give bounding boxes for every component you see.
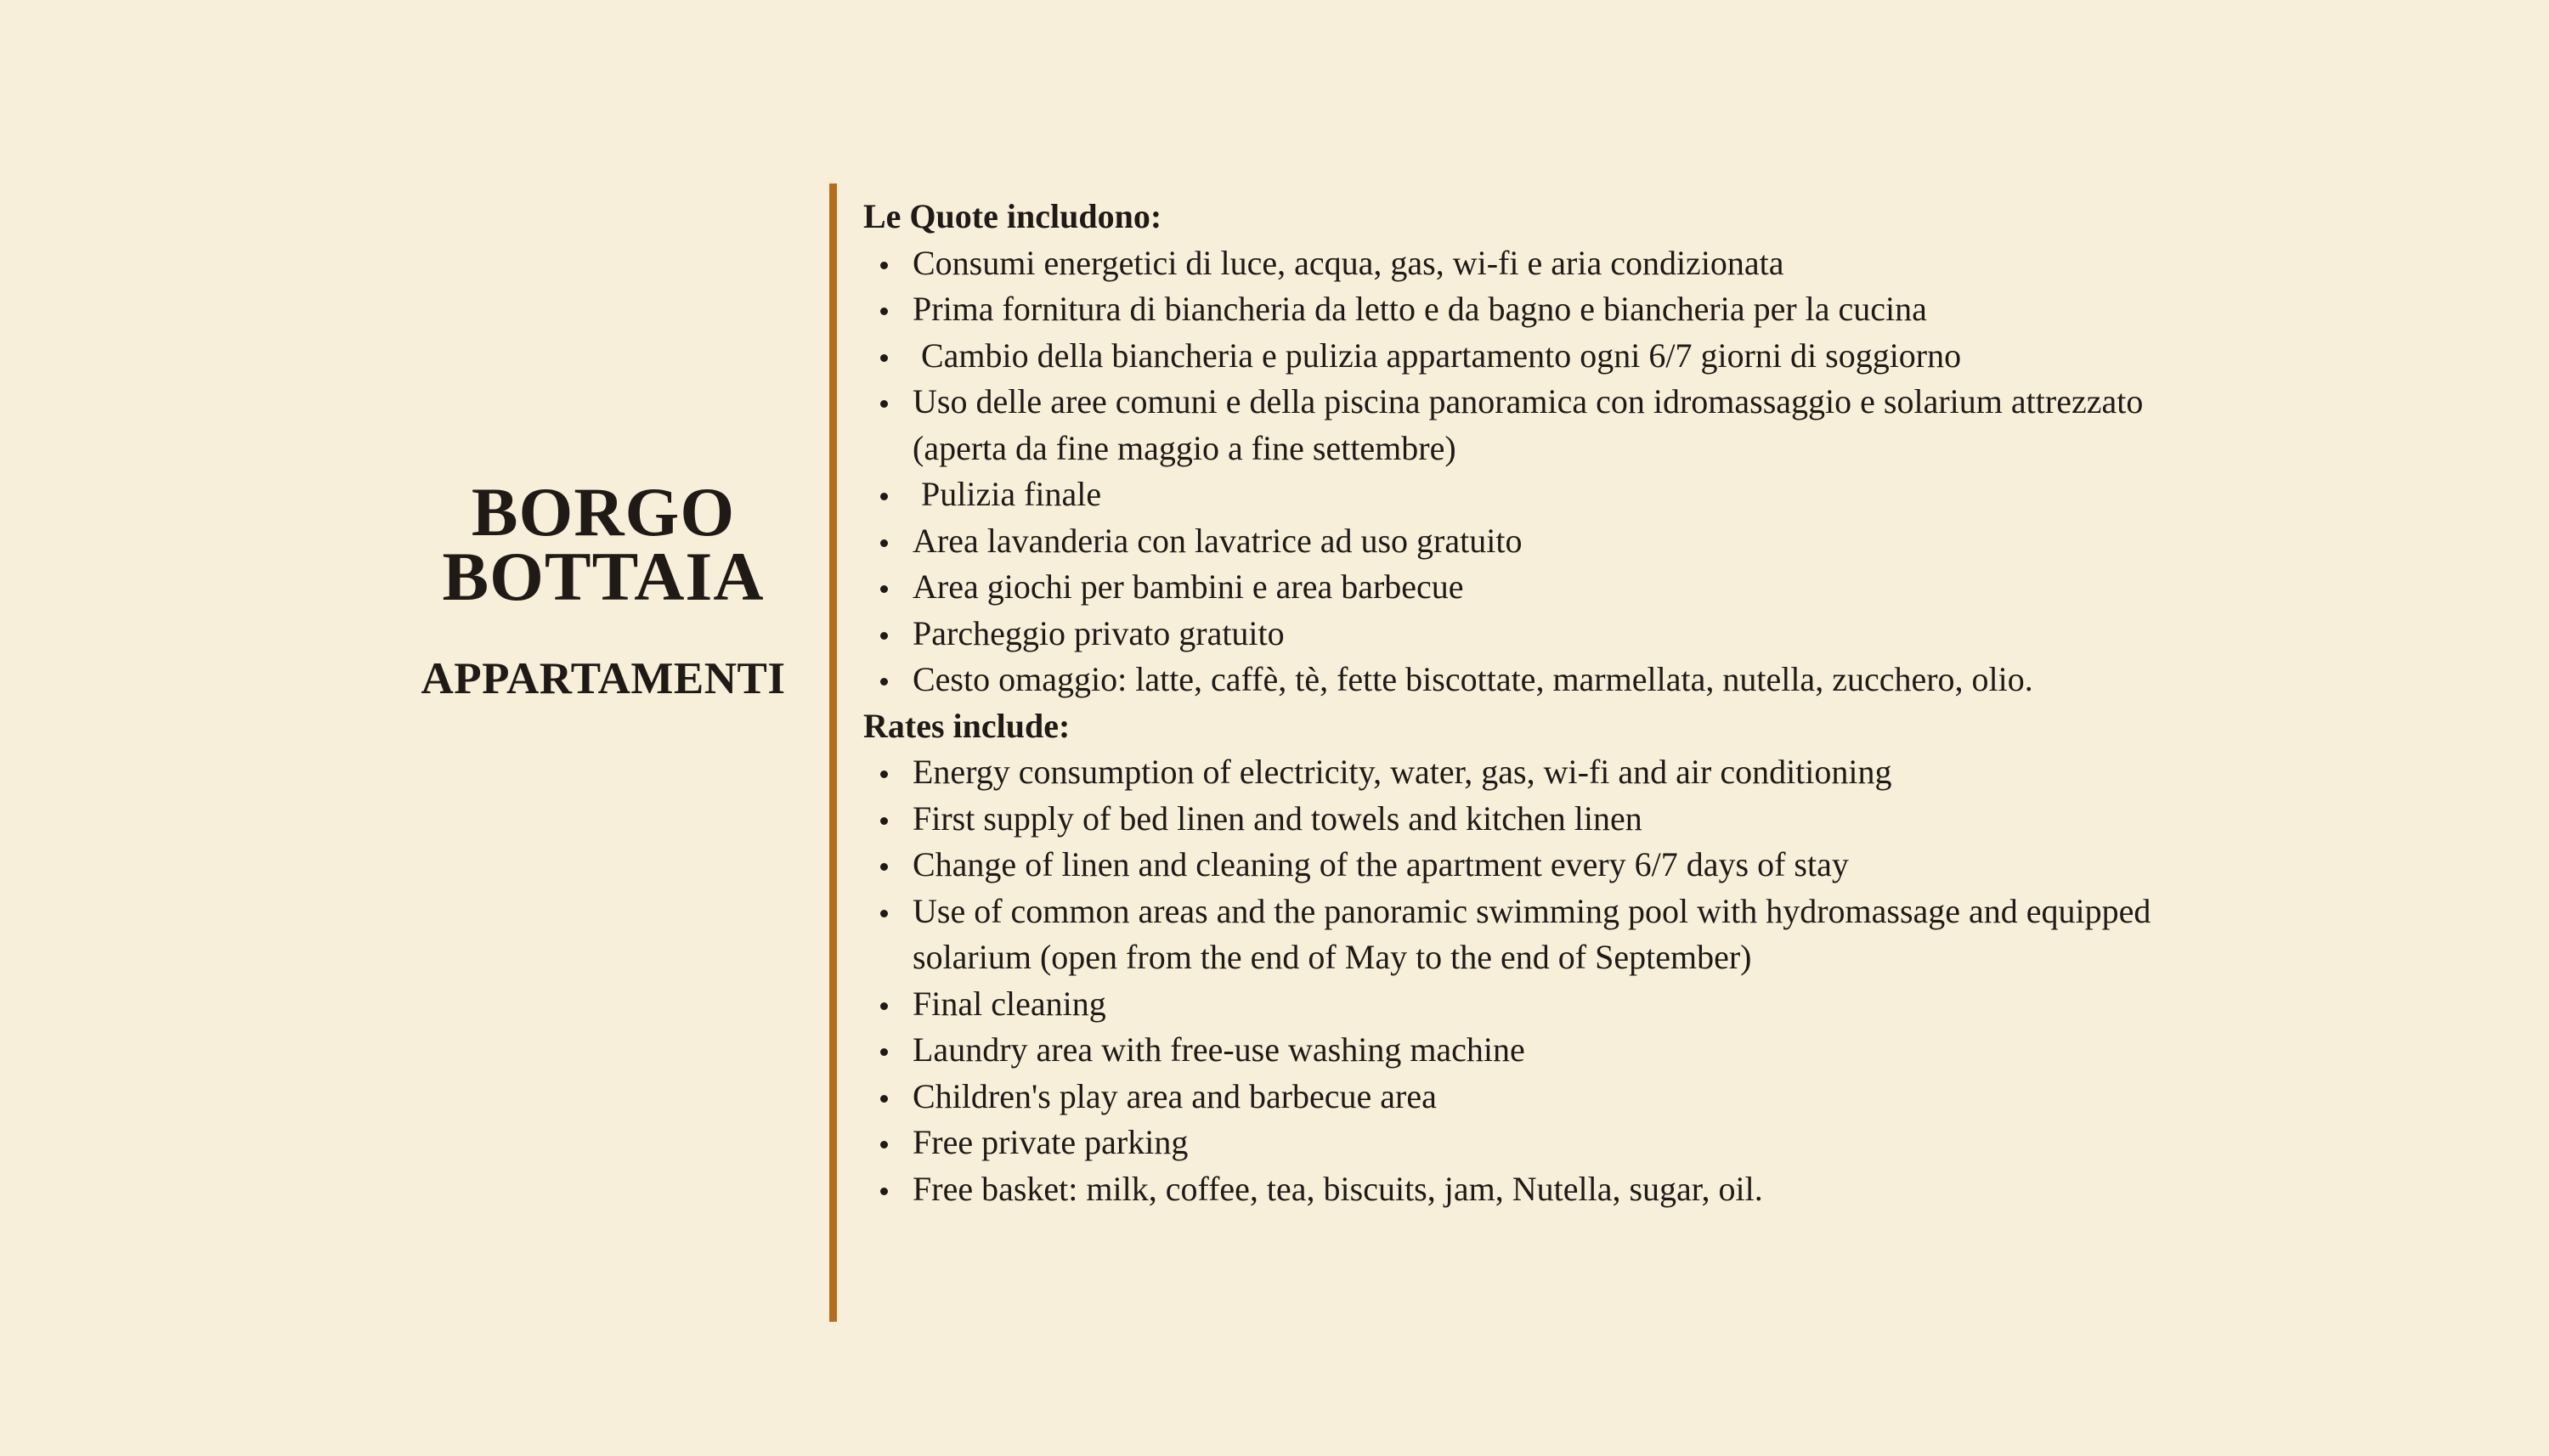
list-item: Area giochi per bambini e area barbecue — [863, 564, 2223, 611]
list-item: Prima fornitura di biancheria da letto e da bagno e biancheria per la cucina — [863, 286, 2223, 333]
list-item: Pulizia finale — [863, 471, 2223, 518]
list-item: Children's play area and barbecue area — [863, 1074, 2223, 1120]
list-item: Cesto omaggio: latte, caffè, tè, fette biscottate, marmellata, nutella, zucchero, olio. — [863, 657, 2223, 703]
list-item: Final cleaning — [863, 981, 2223, 1028]
list-item: Laundry area with free-use washing machine — [863, 1027, 2223, 1074]
list-item: Energy consumption of electricity, water, gas, wi-fi and air conditioning — [863, 749, 2223, 796]
rates-content — [863, 194, 2223, 1212]
list-item: Consumi energetici di luce, acqua, gas, wi-fi e aria condizionata — [863, 240, 2223, 287]
list-item: Parcheggio privato gratuito — [863, 611, 2223, 657]
list-item: Uso delle aree comuni e della piscina panoramica con idromassaggio e solarium attrezzato (aperta da fine maggio a fine settembre) — [863, 379, 2223, 471]
brand-title — [374, 473, 833, 615]
list-item: Use of common areas and the panoramic swimming pool with hydromassage and equipped solarium (open from the end of May to the end of September) — [863, 889, 2223, 981]
vertical-divider — [829, 183, 837, 1322]
list-item: Area lavanderia con lavatrice ad uso gratuito — [863, 518, 2223, 565]
english-heading: Rates include: — [863, 706, 1071, 745]
english-list — [863, 749, 2223, 1212]
italian-list — [863, 240, 2223, 703]
list-item: Free private parking — [863, 1120, 2223, 1166]
brand-title-line-2: BOTTAIA — [442, 538, 765, 615]
brand-block — [374, 473, 833, 704]
list-item: Cambio della biancheria e pulizia appartamento ogni 6/7 giorni di soggiorno — [863, 333, 2223, 380]
brand-subtitle: APPARTAMENTI — [421, 654, 786, 703]
list-item: Free basket: milk, coffee, tea, biscuits, jam, Nutella, sugar, oil. — [863, 1166, 2223, 1213]
brand-title-line-1: BORGO — [471, 473, 736, 550]
list-item: First supply of bed linen and towels and kitchen linen — [863, 796, 2223, 843]
list-item: Change of linen and cleaning of the apartment every 6/7 days of stay — [863, 842, 2223, 889]
italian-heading: Le Quote includono: — [863, 197, 1162, 235]
